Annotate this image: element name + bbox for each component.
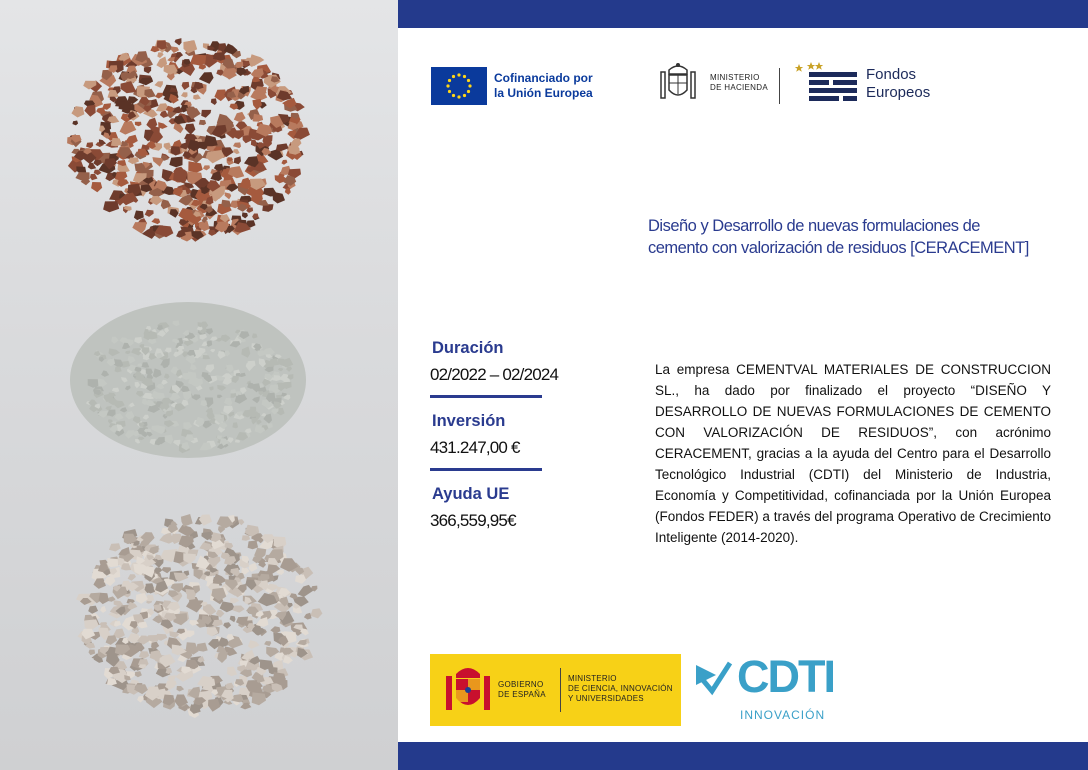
aggregate-stone — [154, 81, 163, 88]
aggregate-stone — [230, 616, 236, 623]
fact-eu-aid — [430, 484, 590, 532]
aggregate-stone — [188, 161, 202, 173]
aggregate-stone — [109, 543, 121, 551]
aggregate-stone — [157, 52, 163, 58]
aggregate-stone — [199, 64, 207, 69]
aggregate-stone — [252, 692, 266, 705]
aggregate-stone — [120, 81, 136, 93]
aggregate-stone — [182, 82, 190, 90]
aggregate-stone — [91, 182, 102, 192]
cdti-logo-icon — [692, 657, 734, 699]
top-band — [398, 0, 1088, 28]
aggregate-stone — [232, 606, 244, 613]
aggregate-stone — [99, 593, 109, 604]
aggregate-stone — [223, 622, 231, 629]
cdti-wordmark: CDTI — [737, 651, 834, 702]
aggregate-stone — [107, 558, 118, 567]
aggregate-stone — [120, 121, 137, 135]
aggregate-stone — [199, 120, 206, 125]
aggregate-stone — [135, 122, 142, 127]
aggregate-stone — [233, 149, 240, 154]
aggregate-stone — [136, 593, 148, 604]
aggregate-stone — [96, 107, 105, 114]
aggregate-stone — [201, 110, 211, 118]
aggregate-stone — [230, 389, 236, 393]
aggregate-stone — [263, 188, 278, 197]
eu-cofinancing-logo — [431, 67, 606, 105]
aggregate-stone — [128, 574, 136, 581]
fact-label: Ayuda UE — [432, 485, 510, 503]
aggregate-stone — [173, 613, 187, 625]
gobierno-text — [498, 680, 546, 700]
fact-divider — [430, 395, 542, 398]
aggregate-stone — [175, 38, 182, 45]
eu-cofinancing-text — [494, 71, 593, 101]
aggregate-stone — [114, 621, 121, 627]
aggregate-stone — [183, 40, 197, 53]
cdti-subtitle: INNOVACIÓN — [740, 708, 826, 722]
aggregate-stone — [304, 613, 312, 620]
aggregate-stone — [166, 668, 173, 674]
project-description: La empresa CEMENTVAL MATERIALES DE CONSTRUCCION SL., ha dado por finalizado el proyecto “DISEÑO Y DESARROLLO DE NUEVAS FORMULACIONES DE CEMENTO CON VALORIZACIÓN DE RESIDUOS”, con acrónimo CERACEMENT, gracias a la ayuda del Centro para el Desarrollo Tecnológico Industrial (CDTI) del Ministerio de Industria, Economía y Competitividad, cofinanciada por la Unión Europea (Fondos FEDER) a través del programa Operativo de Crecimiento Inteligente (2014-2020). — [655, 362, 1051, 545]
spain-coat-of-arms-icon — [442, 662, 494, 718]
aggregate-stone — [181, 514, 193, 527]
aggregate-stone — [197, 643, 208, 652]
aggregate-stone — [103, 201, 119, 212]
aggregate-stone — [248, 541, 259, 550]
aggregate-stone — [276, 143, 289, 151]
aggregate-stone — [151, 218, 160, 224]
ministerio-hacienda-line2: DE HACIENDA — [710, 83, 768, 92]
aggregate-stone — [281, 160, 287, 165]
fact-value: 366,559,95€ — [430, 511, 516, 530]
aggregate-stone — [134, 211, 144, 221]
eu-text-line2: la Unión Europea — [494, 86, 593, 100]
ministerio-ciencia-line1: MINISTERIO — [568, 674, 617, 683]
aggregate-stone — [199, 72, 214, 84]
aggregate-stone — [177, 686, 185, 692]
project-title-line1: Diseño y Desarrollo de nuevas formulaciones de — [648, 217, 980, 235]
gobierno-divider — [560, 668, 561, 712]
fact-label: Inversión — [432, 412, 506, 430]
fact-value: 02/2022 – 02/2024 — [430, 365, 559, 384]
aggregate-stone — [233, 142, 241, 148]
aggregate-stone — [300, 628, 309, 635]
aggregate-stone — [84, 105, 95, 117]
aggregate-stone — [137, 696, 144, 703]
aggregate-stone — [161, 567, 171, 573]
aggregate-stone — [217, 652, 228, 663]
eu-text-line1: Cofinanciado por — [494, 71, 593, 85]
aggregate-stone — [225, 192, 232, 199]
aggregate-stone — [173, 170, 188, 183]
eu-flag-icon — [431, 67, 487, 105]
aggregate-stone — [252, 99, 262, 110]
ministerio-hacienda-text — [710, 73, 768, 93]
materials-photo — [0, 0, 398, 770]
aggregate-stone — [93, 160, 102, 167]
aggregate-stone — [139, 622, 148, 629]
ministerio-ciencia-line2: DE CIENCIA, INNOVACIÓN — [568, 684, 673, 693]
aggregate-stone — [111, 138, 122, 147]
aggregate-stone — [89, 650, 96, 656]
aggregate-stone — [72, 121, 78, 126]
fact-duration — [430, 338, 590, 386]
aggregate-stone — [264, 641, 271, 646]
aggregate-stone — [258, 562, 266, 567]
aggregate-stone — [230, 598, 239, 604]
gobierno-line2: DE ESPAÑA — [498, 690, 546, 699]
project-facts — [430, 338, 590, 532]
hacienda-fondos-logo — [655, 58, 940, 108]
cdti-logo — [692, 651, 834, 726]
project-title — [648, 215, 1068, 259]
ministerio-ciencia-text — [568, 674, 673, 704]
aggregate-stone — [185, 124, 196, 135]
fondos-line1: Fondos — [866, 66, 917, 83]
aggregate-stone — [234, 112, 246, 122]
aggregate-stone — [135, 671, 142, 677]
aggregate-stone — [242, 212, 248, 218]
aggregate-stone — [203, 165, 210, 170]
aggregate-stone — [310, 608, 322, 618]
aggregate-stone — [193, 94, 201, 99]
aggregate-stone — [242, 535, 250, 540]
aggregate-stone — [248, 640, 260, 649]
aggregates-illustration — [0, 0, 398, 770]
fondos-europeos-text — [866, 66, 930, 102]
aggregate-stone — [100, 606, 106, 613]
fact-divider — [430, 468, 542, 471]
aggregate-stone — [190, 55, 206, 66]
aggregate-stone — [270, 626, 280, 634]
fondos-line2: Europeos — [866, 84, 931, 101]
gobierno-line1: GOBIERNO — [498, 680, 544, 689]
aggregate-stone — [139, 651, 150, 658]
ministerio-hacienda-line1: MINISTERIO — [710, 73, 760, 82]
fact-label: Duración — [432, 339, 504, 357]
aggregate-stone — [90, 174, 98, 180]
aggregate-stone — [152, 157, 163, 167]
aggregate-stone — [217, 114, 234, 125]
fact-investment — [430, 411, 590, 459]
aggregate-stone — [298, 585, 313, 597]
spain-coat-of-arms-icon — [655, 60, 701, 106]
aggregate-stone — [234, 156, 241, 164]
aggregate-stone — [169, 157, 182, 168]
aggregate-stone — [181, 92, 188, 97]
project-title-line2: cemento con valorización de residuos [CERACEMENT] — [648, 239, 1029, 257]
aggregate-stone — [253, 114, 263, 122]
aggregate-stone — [88, 606, 98, 614]
ministerio-ciencia-line3: Y UNIVERSIDADES — [568, 694, 644, 703]
fondos-europeos-icon — [793, 62, 861, 106]
bottom-band — [398, 742, 1088, 770]
aggregate-stone — [227, 667, 237, 677]
aggregate-stone — [206, 150, 225, 163]
aggregate-stone — [235, 62, 243, 69]
aggregate-stone — [167, 57, 175, 62]
aggregate-stone — [145, 210, 154, 217]
logo-divider — [779, 68, 780, 104]
aggregate-stone — [155, 93, 163, 99]
aggregate-stone — [71, 106, 84, 117]
fact-value: 431.247,00 € — [430, 438, 520, 457]
aggregate-stone — [86, 142, 93, 148]
aggregate-stone — [249, 563, 258, 572]
aggregate-stone — [211, 98, 217, 105]
gobierno-espana-logo — [430, 654, 681, 726]
aggregate-stone — [171, 47, 179, 54]
aggregate-stone — [144, 67, 151, 74]
